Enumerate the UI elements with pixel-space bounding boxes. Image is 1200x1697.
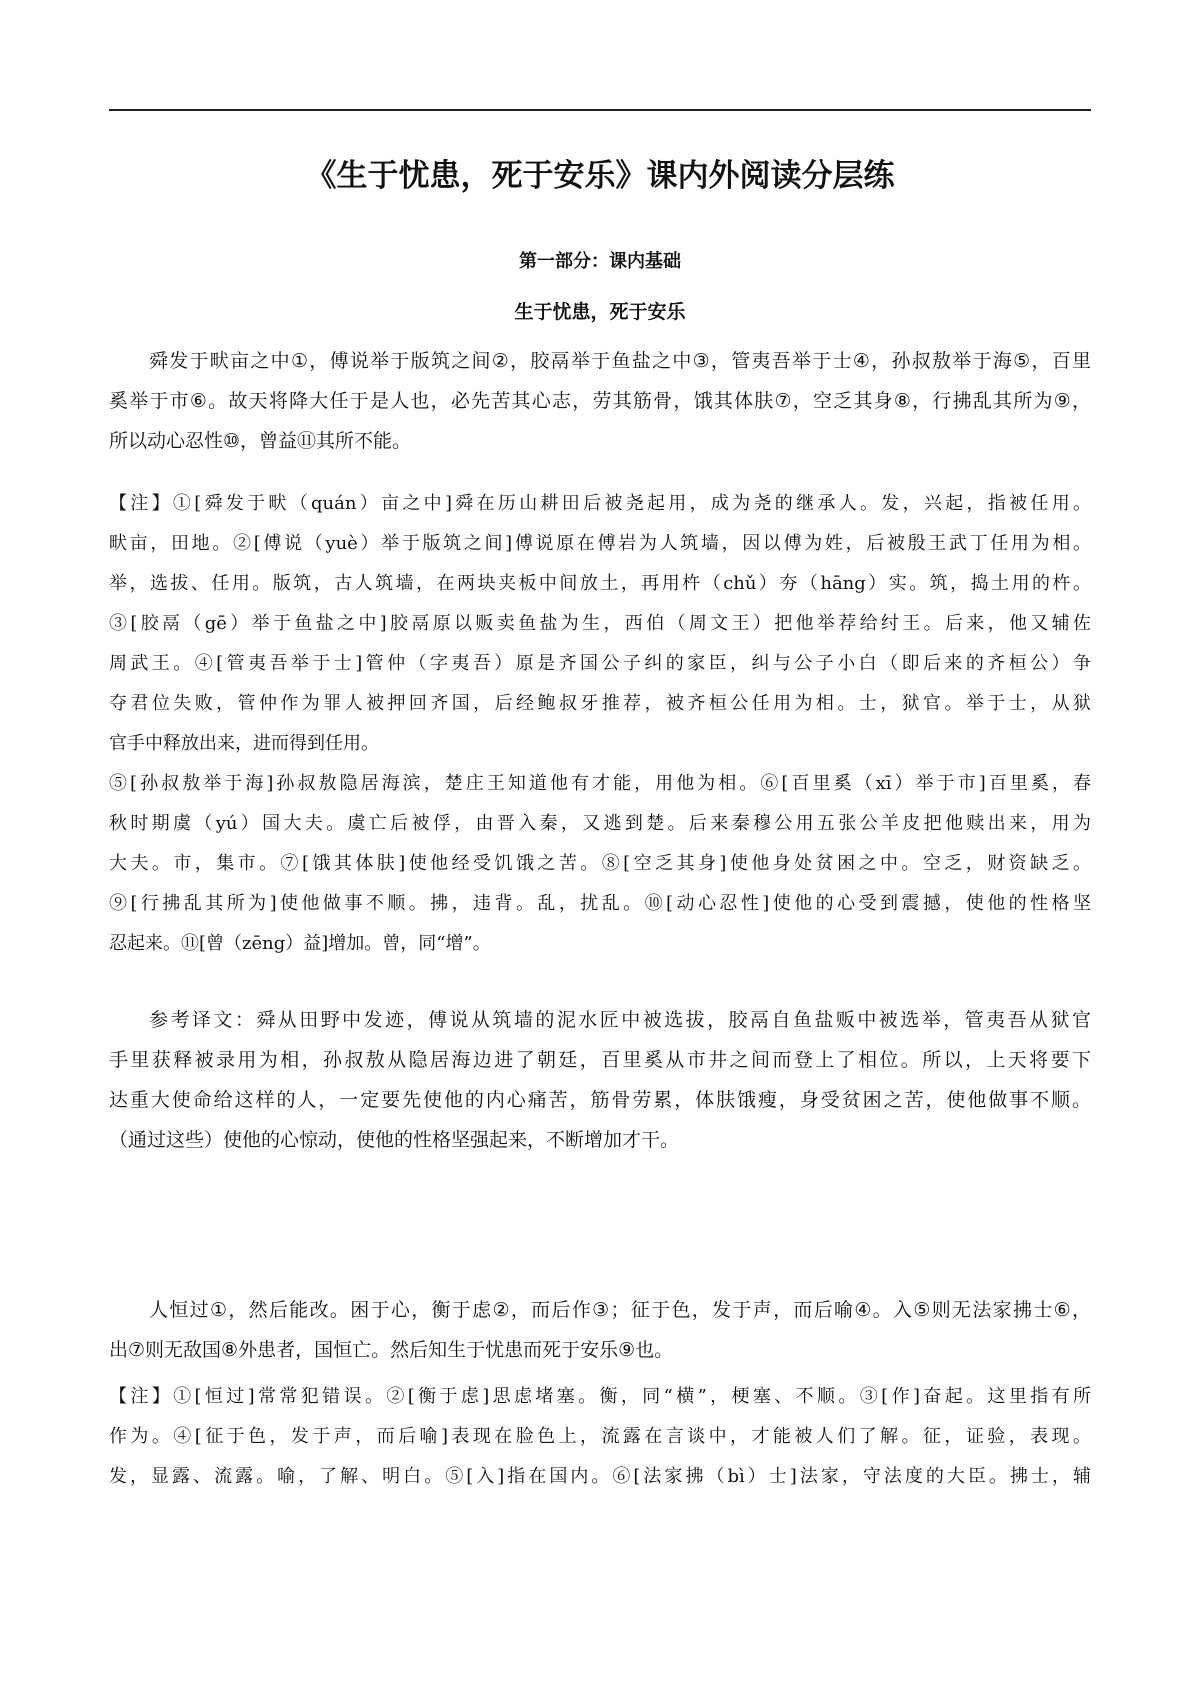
note-line: 举，选拔、任用。版筑，古人筑墙，在两块夹板中间放土，再用杵（chǔ）夯（hāng）实。筑，捣土用的杵。 xyxy=(109,573,1091,594)
passage-2 xyxy=(109,1290,1091,1370)
translation-line: （通过这些）使他的心惊动，使他的性格坚强起来，不断增加才干。 xyxy=(109,1129,680,1151)
note-line: 【注】①[恒过]常常犯错误。②[衡于虑]思虑堵塞。衡，同“横”，梗塞、不顺。③[作]奋起。这里指有所 xyxy=(109,1386,1091,1407)
translation-line: 手里获释被录用为相，孙叔敖从隐居海边进了朝廷，百里奚从市井之间而登上了相位。所以，上天将要下 xyxy=(109,1049,1091,1071)
note-line: 【注】①[舜发于畎（quán）亩之中]舜在历山耕田后被尧起用，成为尧的继承人。发，兴起，指被任用。 xyxy=(109,493,1091,514)
text-title: 生于忧患，死于安乐 xyxy=(514,301,686,323)
passage-2-line: 出⑦则无敌国⑧外患者，国恒亡。然后知生于忧患而死于安乐⑨也。 xyxy=(109,1339,674,1361)
note-line: 大夫。市，集市。⑦[饿其体肤]使他经受饥饿之苦。⑧[空乏其身]使他身处贫困之中。空乏，财资缺乏。 xyxy=(109,853,1091,874)
part-heading: 第一部分：课内基础 xyxy=(519,251,681,272)
passage-2-line: 人恒过①，然后能改。困于心，衡于虑②，而后作③；征于色，发于声，而后喻④。入⑤则无法家拂士⑥， xyxy=(149,1299,1091,1321)
note-line: ⑤[孙叔敖举于海]孙叔敖隐居海滨，楚庄王知道他有才能，用他为相。⑥[百里奚（xī）举于市]百里奚，春 xyxy=(109,773,1091,794)
note-line: 畎亩，田地。②[傅说（yuè）举于版筑之间]傅说原在傅岩为人筑墙，因以傅为姓，后被殷王武丁任用为相。 xyxy=(109,533,1091,554)
note-line: 周武王。④[管夷吾举于士]管仲（字夷吾）原是齐国公子纠的家臣，纠与公子小白（即后来的齐桓公）争 xyxy=(109,653,1091,674)
reference-translation xyxy=(109,1000,1091,1160)
notes-1 xyxy=(109,484,1091,964)
note-line: 官手中释放出来，进而得到任用。 xyxy=(109,733,379,754)
notes-2 xyxy=(109,1377,1091,1497)
note-line: 夺君位失败，管仲作为罪人被押回齐国，后经鲍叔牙推荐，被齐桓公任用为相。士，狱官。举于士，从狱 xyxy=(109,693,1091,714)
note-line: 忍起来。⑪[曾（zēng）益]增加。曾，同“增”。 xyxy=(109,933,491,954)
passage-1-line: 舜发于畎亩之中①，傅说举于版筑之间②，胶鬲举于鱼盐之中③，管夷吾举于士④，孙叔敖举于海⑤，百里 xyxy=(149,350,1091,372)
note-line: 作为。④[征于色，发于声，而后喻]表现在脸色上，流露在言谈中，才能被人们了解。征，证验，表现。 xyxy=(109,1426,1091,1447)
passage-1-line: 奚举于市⑥。故天将降大任于是人也，必先苦其心志，劳其筋骨，饿其体肤⑦，空乏其身⑧，行拂乱其所为⑨， xyxy=(109,390,1091,412)
passage-1-line: 所以动心忍性⑩，曾益⑪其所不能。 xyxy=(109,430,412,452)
passage-1 xyxy=(109,341,1091,461)
translation-line: 达重大使命给这样的人，一定要先使他的内心痛苦，筋骨劳累，体肤饿瘦，身受贫困之苦，使他做事不顺。 xyxy=(109,1089,1091,1111)
note-line: 秋时期虞（yú）国大夫。虞亡后被俘，由晋入秦，又逃到楚。后来秦穆公用五张公羊皮把他赎出来，用为 xyxy=(109,813,1091,834)
note-line: ⑨[行拂乱其所为]使他做事不顺。拂，违背。乱，扰乱。⑩[动心忍性]使他的心受到震撼，使他的性格坚 xyxy=(109,893,1091,914)
note-line: ③[胶鬲（gē）举于鱼盐之中]胶鬲原以贩卖鱼盐为生，西伯（周文王）把他举荐给纣王。后来，他又辅佐 xyxy=(109,613,1091,634)
document-title: 《生于忧患，死于安乐》课内外阅读分层练 xyxy=(305,158,895,194)
translation-line: 参考译文：舜从田野中发迹，傅说从筑墙的泥水匠中被选拔，胶鬲自鱼盐贩中被选举，管夷吾从狱官 xyxy=(149,1009,1091,1031)
header-rule xyxy=(109,109,1091,111)
note-line: 发，显露、流露。喻，了解、明白。⑤[入]指在国内。⑥[法家拂（bì）士]法家，守法度的大臣。拂士，辅 xyxy=(109,1466,1091,1487)
